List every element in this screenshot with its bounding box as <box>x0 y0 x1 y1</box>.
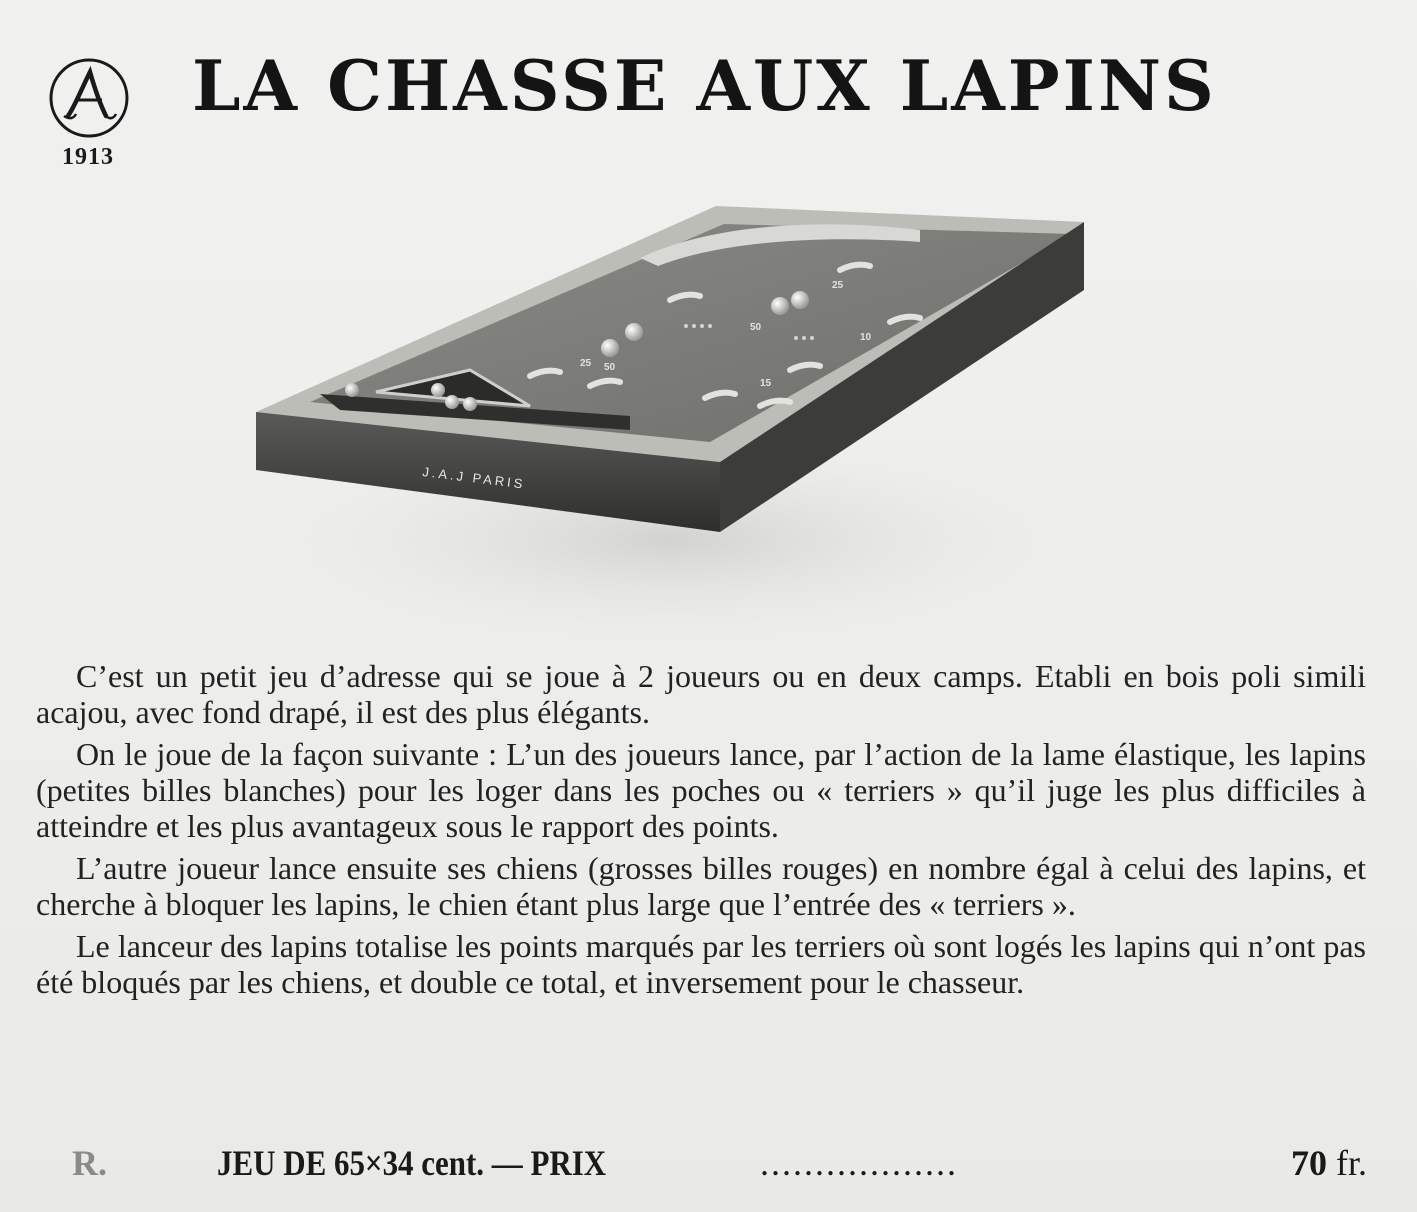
price-amount: 70 <box>1291 1143 1327 1183</box>
marble <box>625 323 643 341</box>
description-paragraph: C’est un petit jeu d’adresse qui se joue à 2 joueurs ou en deux camps. Etabli en bois poli simili acajou, avec fond drapé, il est des plus élégants. <box>36 658 1366 730</box>
marble <box>791 291 809 309</box>
price-value <box>1291 1142 1367 1184</box>
marble <box>771 297 789 315</box>
marble <box>463 397 477 411</box>
reference-letter: R. <box>72 1143 107 1183</box>
description-paragraph: L’autre joueur lance ensuite ses chiens (grosses billes rouges) en nombre égal à celui des lapins, et cherche à bloquer les lapins, le chien étant plus large que l’entrée des « terriers ». <box>36 850 1366 922</box>
board-brand-label: J.A.J PARIS <box>421 464 527 492</box>
marble <box>345 383 359 397</box>
price-currency: fr. <box>1336 1143 1367 1183</box>
marble <box>601 339 619 357</box>
leader-dots: .................. <box>760 1143 958 1183</box>
product-size-label: JEU DE 65×34 cent. — PRIX <box>217 1143 607 1183</box>
year-label: 1913 <box>62 144 114 170</box>
marble <box>445 395 459 409</box>
pocket-points: 10 <box>860 332 872 343</box>
description-paragraph: Le lanceur des lapins totalise les points marqués par les terriers où sont logés les lapins qui n’ont pas été bloqués par les chiens, et double ce total, et inversement pour le chasseur. <box>36 928 1366 1000</box>
marble <box>431 383 445 397</box>
pocket-points: 50 <box>604 362 616 373</box>
price-line <box>72 1142 1367 1186</box>
maker-monogram-logo <box>44 58 134 138</box>
description-paragraph: On le joue de la façon suivante : L’un des joueurs lance, par l’action de la lame élastique, les lapins (petites billes blanches) pour les loger dans les poches ou « terriers » qu’il juge les plus difficiles à atteindre et les plus avantageux sous le rapport des points. <box>36 736 1366 844</box>
pocket-points: 15 <box>760 378 772 389</box>
pocket-points: 50 <box>750 322 762 333</box>
pocket-points: 25 <box>580 358 592 369</box>
game-board-illustration <box>200 180 1160 650</box>
pocket-points: 25 <box>832 280 844 291</box>
page-title: LA CHASSE AUX LAPINS <box>192 46 1217 127</box>
description-text <box>36 658 1366 1006</box>
